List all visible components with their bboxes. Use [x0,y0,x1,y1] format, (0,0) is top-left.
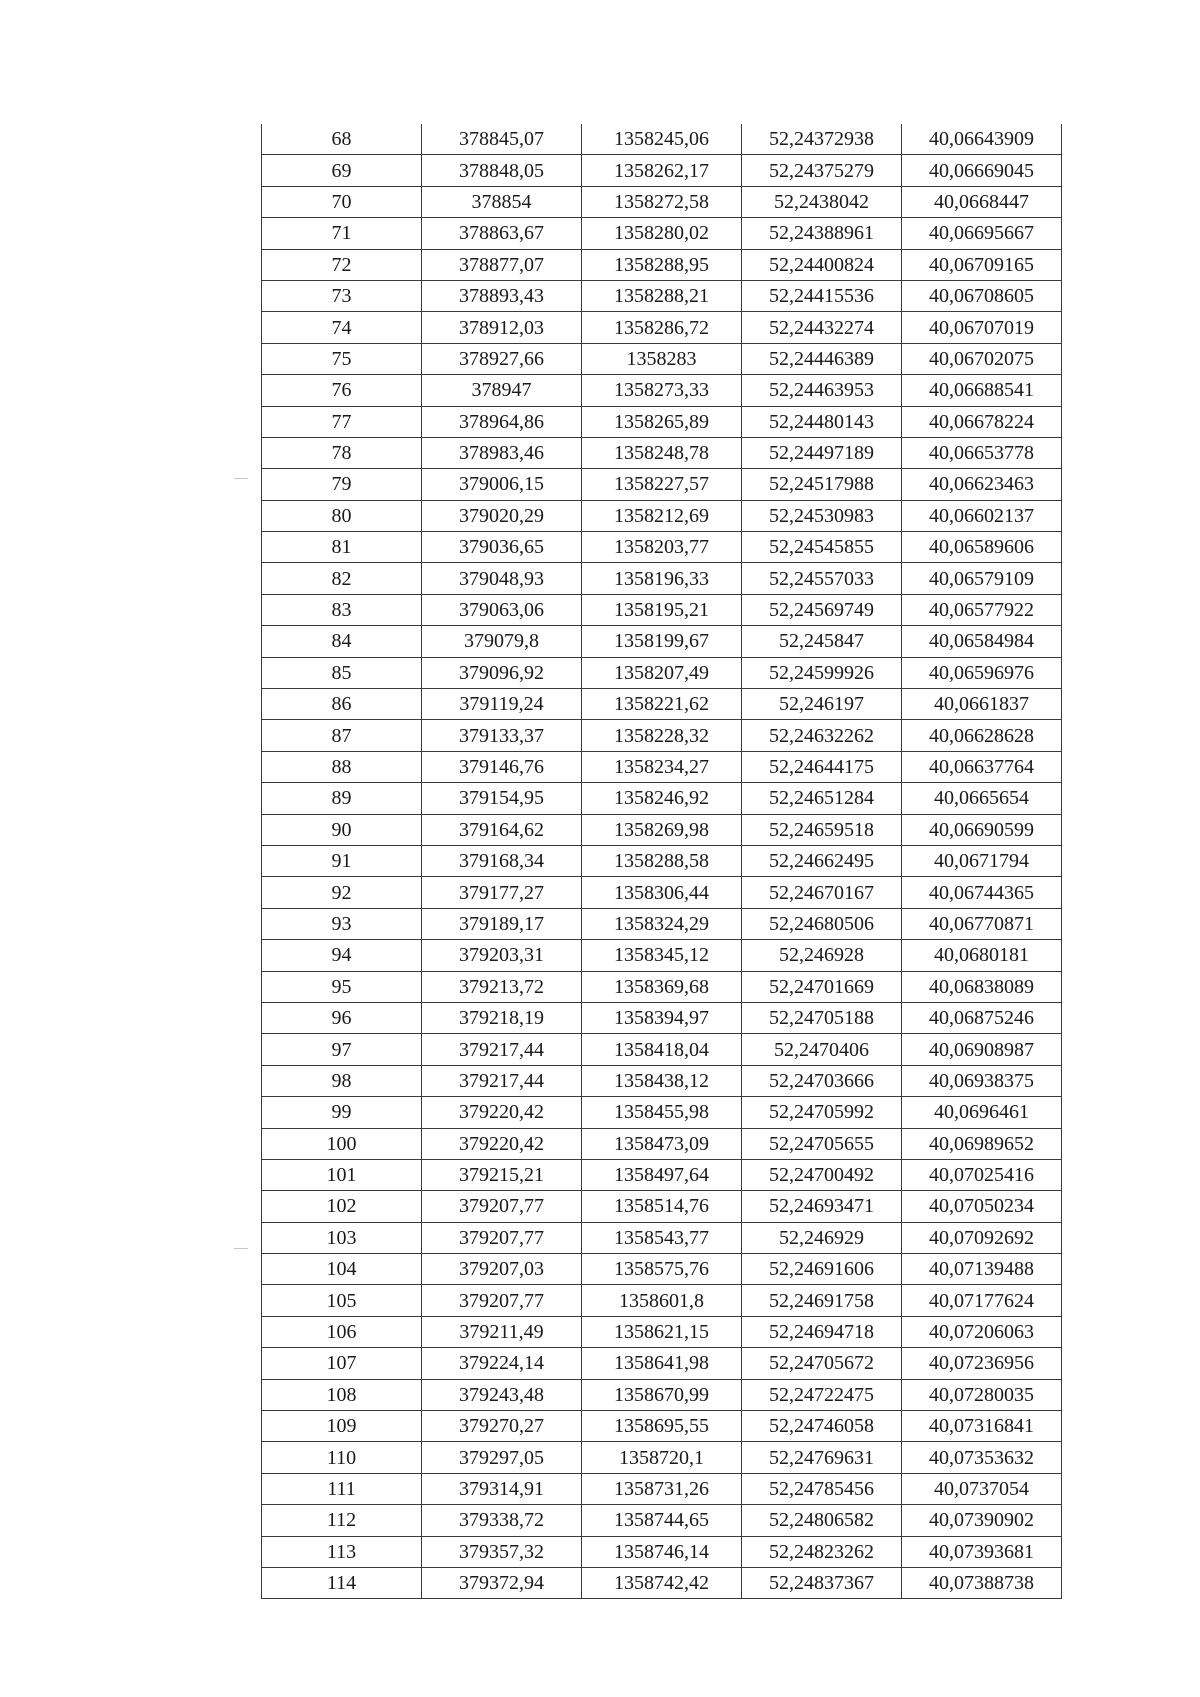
y-coordinate-cell: 1358207,49 [582,657,742,688]
x-coordinate-cell: 379154,95 [422,783,582,814]
point-number-cell: 109 [262,1411,422,1442]
table-row [262,375,1062,406]
point-number-cell: 79 [262,469,422,500]
x-coordinate-cell: 379146,76 [422,751,582,782]
longitude-cell: 40,07393681 [902,1536,1062,1567]
x-coordinate-cell: 379207,77 [422,1222,582,1253]
latitude-cell: 52,24806582 [742,1505,902,1536]
point-number-cell: 74 [262,312,422,343]
table-row [262,845,1062,876]
latitude-cell: 52,24703666 [742,1065,902,1096]
table-row [262,1159,1062,1190]
point-number-cell: 99 [262,1097,422,1128]
longitude-cell: 40,06908987 [902,1034,1062,1065]
y-coordinate-cell: 1358227,57 [582,469,742,500]
longitude-cell: 40,06708605 [902,280,1062,311]
latitude-cell: 52,24823262 [742,1536,902,1567]
point-number-cell: 108 [262,1379,422,1410]
point-number-cell: 103 [262,1222,422,1253]
point-number-cell: 111 [262,1473,422,1504]
latitude-cell: 52,24722475 [742,1379,902,1410]
table-row [262,469,1062,500]
point-number-cell: 104 [262,1254,422,1285]
table-row [262,1473,1062,1504]
x-coordinate-cell: 378964,86 [422,406,582,437]
table-row [262,1316,1062,1347]
latitude-cell: 52,24691758 [742,1285,902,1316]
latitude-cell: 52,24517988 [742,469,902,500]
y-coordinate-cell: 1358288,95 [582,249,742,280]
longitude-cell: 40,06602137 [902,500,1062,531]
latitude-cell: 52,24480143 [742,406,902,437]
table-row [262,1034,1062,1065]
longitude-cell: 40,06838089 [902,971,1062,1002]
scan-artifact-mark [234,1248,248,1249]
table-row [262,500,1062,531]
longitude-cell: 40,06989652 [902,1128,1062,1159]
longitude-cell: 40,07177624 [902,1285,1062,1316]
point-number-cell: 96 [262,1002,422,1033]
longitude-cell: 40,07050234 [902,1191,1062,1222]
x-coordinate-cell: 379203,31 [422,940,582,971]
latitude-cell: 52,24530983 [742,500,902,531]
latitude-cell: 52,24432274 [742,312,902,343]
x-coordinate-cell: 379297,05 [422,1442,582,1473]
longitude-cell: 40,06669045 [902,155,1062,186]
table-row [262,406,1062,437]
x-coordinate-cell: 379020,29 [422,500,582,531]
longitude-cell: 40,07206063 [902,1316,1062,1347]
table-row [262,312,1062,343]
table-row [262,1348,1062,1379]
y-coordinate-cell: 1358720,1 [582,1442,742,1473]
point-number-cell: 106 [262,1316,422,1347]
y-coordinate-cell: 1358262,17 [582,155,742,186]
y-coordinate-cell: 1358670,99 [582,1379,742,1410]
table-row [262,594,1062,625]
table-row [262,689,1062,720]
latitude-cell: 52,24746058 [742,1411,902,1442]
longitude-cell: 40,07280035 [902,1379,1062,1410]
x-coordinate-cell: 379096,92 [422,657,582,688]
y-coordinate-cell: 1358497,64 [582,1159,742,1190]
table-row [262,1411,1062,1442]
x-coordinate-cell: 378947 [422,375,582,406]
y-coordinate-cell: 1358288,21 [582,280,742,311]
x-coordinate-cell: 378863,67 [422,218,582,249]
longitude-cell: 40,07316841 [902,1411,1062,1442]
latitude-cell: 52,24837367 [742,1567,902,1598]
point-number-cell: 98 [262,1065,422,1096]
y-coordinate-cell: 1358221,62 [582,689,742,720]
table-row [262,1065,1062,1096]
latitude-cell: 52,24599926 [742,657,902,688]
x-coordinate-cell: 378912,03 [422,312,582,343]
coordinates-table-body [262,124,1062,1599]
point-number-cell: 105 [262,1285,422,1316]
point-number-cell: 102 [262,1191,422,1222]
table-row [262,1002,1062,1033]
table-row [262,280,1062,311]
table-row [262,814,1062,845]
x-coordinate-cell: 379207,77 [422,1191,582,1222]
longitude-cell: 40,07092692 [902,1222,1062,1253]
longitude-cell: 40,06709165 [902,249,1062,280]
longitude-cell: 40,0668447 [902,186,1062,217]
x-coordinate-cell: 378848,05 [422,155,582,186]
latitude-cell: 52,24557033 [742,563,902,594]
point-number-cell: 86 [262,689,422,720]
y-coordinate-cell: 1358473,09 [582,1128,742,1159]
table-row [262,1505,1062,1536]
x-coordinate-cell: 378927,66 [422,343,582,374]
table-row [262,124,1062,155]
x-coordinate-cell: 378893,43 [422,280,582,311]
point-number-cell: 84 [262,626,422,657]
point-number-cell: 82 [262,563,422,594]
table-row [262,155,1062,186]
latitude-cell: 52,24659518 [742,814,902,845]
longitude-cell: 40,06628628 [902,720,1062,751]
x-coordinate-cell: 379217,44 [422,1065,582,1096]
table-row [262,626,1062,657]
y-coordinate-cell: 1358621,15 [582,1316,742,1347]
latitude-cell: 52,24651284 [742,783,902,814]
longitude-cell: 40,06584984 [902,626,1062,657]
x-coordinate-cell: 378877,07 [422,249,582,280]
table-row [262,218,1062,249]
x-coordinate-cell: 378854 [422,186,582,217]
longitude-cell: 40,0680181 [902,940,1062,971]
point-number-cell: 110 [262,1442,422,1473]
longitude-cell: 40,06678224 [902,406,1062,437]
y-coordinate-cell: 1358543,77 [582,1222,742,1253]
y-coordinate-cell: 1358195,21 [582,594,742,625]
point-number-cell: 70 [262,186,422,217]
x-coordinate-cell: 379207,77 [422,1285,582,1316]
table-row [262,343,1062,374]
latitude-cell: 52,24680506 [742,908,902,939]
x-coordinate-cell: 379213,72 [422,971,582,1002]
table-row [262,437,1062,468]
latitude-cell: 52,24372938 [742,124,902,155]
point-number-cell: 90 [262,814,422,845]
point-number-cell: 73 [262,280,422,311]
table-row [262,940,1062,971]
longitude-cell: 40,0671794 [902,845,1062,876]
latitude-cell: 52,24705992 [742,1097,902,1128]
longitude-cell: 40,06596976 [902,657,1062,688]
latitude-cell: 52,2470406 [742,1034,902,1065]
y-coordinate-cell: 1358228,32 [582,720,742,751]
latitude-cell: 52,24497189 [742,437,902,468]
y-coordinate-cell: 1358288,58 [582,845,742,876]
latitude-cell: 52,24632262 [742,720,902,751]
y-coordinate-cell: 1358742,42 [582,1567,742,1598]
longitude-cell: 40,0665654 [902,783,1062,814]
longitude-cell: 40,06744365 [902,877,1062,908]
y-coordinate-cell: 1358273,33 [582,375,742,406]
table-row [262,908,1062,939]
longitude-cell: 40,0661837 [902,689,1062,720]
longitude-cell: 40,06623463 [902,469,1062,500]
longitude-cell: 40,0737054 [902,1473,1062,1504]
y-coordinate-cell: 1358601,8 [582,1285,742,1316]
point-number-cell: 97 [262,1034,422,1065]
longitude-cell: 40,06702075 [902,343,1062,374]
longitude-cell: 40,06707019 [902,312,1062,343]
latitude-cell: 52,245847 [742,626,902,657]
point-number-cell: 94 [262,940,422,971]
table-row [262,1097,1062,1128]
longitude-cell: 40,06938375 [902,1065,1062,1096]
latitude-cell: 52,24769631 [742,1442,902,1473]
latitude-cell: 52,24705672 [742,1348,902,1379]
x-coordinate-cell: 379006,15 [422,469,582,500]
point-number-cell: 80 [262,500,422,531]
point-number-cell: 113 [262,1536,422,1567]
table-row [262,1254,1062,1285]
y-coordinate-cell: 1358695,55 [582,1411,742,1442]
y-coordinate-cell: 1358196,33 [582,563,742,594]
longitude-cell: 40,06688541 [902,375,1062,406]
x-coordinate-cell: 379207,03 [422,1254,582,1285]
y-coordinate-cell: 1358575,76 [582,1254,742,1285]
x-coordinate-cell: 379314,91 [422,1473,582,1504]
y-coordinate-cell: 1358394,97 [582,1002,742,1033]
longitude-cell: 40,06589606 [902,532,1062,563]
longitude-cell: 40,0696461 [902,1097,1062,1128]
table-row [262,1536,1062,1567]
longitude-cell: 40,06690599 [902,814,1062,845]
scan-artifact-mark [234,478,248,479]
longitude-cell: 40,07236956 [902,1348,1062,1379]
latitude-cell: 52,24569749 [742,594,902,625]
x-coordinate-cell: 378983,46 [422,437,582,468]
x-coordinate-cell: 379177,27 [422,877,582,908]
latitude-cell: 52,246929 [742,1222,902,1253]
x-coordinate-cell: 379164,62 [422,814,582,845]
latitude-cell: 52,24644175 [742,751,902,782]
y-coordinate-cell: 1358269,98 [582,814,742,845]
latitude-cell: 52,246928 [742,940,902,971]
point-number-cell: 72 [262,249,422,280]
x-coordinate-cell: 379218,19 [422,1002,582,1033]
y-coordinate-cell: 1358248,78 [582,437,742,468]
y-coordinate-cell: 1358245,06 [582,124,742,155]
x-coordinate-cell: 379119,24 [422,689,582,720]
x-coordinate-cell: 379036,65 [422,532,582,563]
latitude-cell: 52,24375279 [742,155,902,186]
x-coordinate-cell: 379215,21 [422,1159,582,1190]
table-row [262,1191,1062,1222]
longitude-cell: 40,06875246 [902,1002,1062,1033]
table-row [262,249,1062,280]
point-number-cell: 75 [262,343,422,374]
longitude-cell: 40,06643909 [902,124,1062,155]
table-row [262,971,1062,1002]
longitude-cell: 40,06577922 [902,594,1062,625]
latitude-cell: 52,24415536 [742,280,902,311]
table-row [262,563,1062,594]
table-row [262,751,1062,782]
point-number-cell: 69 [262,155,422,186]
x-coordinate-cell: 379063,06 [422,594,582,625]
y-coordinate-cell: 1358234,27 [582,751,742,782]
point-number-cell: 77 [262,406,422,437]
x-coordinate-cell: 379224,14 [422,1348,582,1379]
table-row [262,1442,1062,1473]
y-coordinate-cell: 1358345,12 [582,940,742,971]
x-coordinate-cell: 379220,42 [422,1097,582,1128]
table-row [262,1567,1062,1598]
y-coordinate-cell: 1358514,76 [582,1191,742,1222]
latitude-cell: 52,24694718 [742,1316,902,1347]
x-coordinate-cell: 379357,32 [422,1536,582,1567]
point-number-cell: 78 [262,437,422,468]
y-coordinate-cell: 1358306,44 [582,877,742,908]
latitude-cell: 52,24662495 [742,845,902,876]
longitude-cell: 40,07025416 [902,1159,1062,1190]
table-row [262,877,1062,908]
y-coordinate-cell: 1358246,92 [582,783,742,814]
y-coordinate-cell: 1358280,02 [582,218,742,249]
latitude-cell: 52,2438042 [742,186,902,217]
latitude-cell: 52,24701669 [742,971,902,1002]
latitude-cell: 52,24693471 [742,1191,902,1222]
y-coordinate-cell: 1358746,14 [582,1536,742,1567]
x-coordinate-cell: 379338,72 [422,1505,582,1536]
point-number-cell: 114 [262,1567,422,1598]
y-coordinate-cell: 1358731,26 [582,1473,742,1504]
point-number-cell: 107 [262,1348,422,1379]
y-coordinate-cell: 1358369,68 [582,971,742,1002]
x-coordinate-cell: 378845,07 [422,124,582,155]
latitude-cell: 52,24388961 [742,218,902,249]
x-coordinate-cell: 379048,93 [422,563,582,594]
latitude-cell: 52,246197 [742,689,902,720]
table-row [262,657,1062,688]
table-row [262,1379,1062,1410]
y-coordinate-cell: 1358324,29 [582,908,742,939]
x-coordinate-cell: 379168,34 [422,845,582,876]
table-row [262,720,1062,751]
point-number-cell: 91 [262,845,422,876]
x-coordinate-cell: 379217,44 [422,1034,582,1065]
point-number-cell: 71 [262,218,422,249]
x-coordinate-cell: 379211,49 [422,1316,582,1347]
x-coordinate-cell: 379133,37 [422,720,582,751]
longitude-cell: 40,06637764 [902,751,1062,782]
point-number-cell: 93 [262,908,422,939]
y-coordinate-cell: 1358438,12 [582,1065,742,1096]
latitude-cell: 52,24705655 [742,1128,902,1159]
point-number-cell: 87 [262,720,422,751]
table-row [262,532,1062,563]
point-number-cell: 95 [262,971,422,1002]
point-number-cell: 100 [262,1128,422,1159]
longitude-cell: 40,07388738 [902,1567,1062,1598]
y-coordinate-cell: 1358286,72 [582,312,742,343]
y-coordinate-cell: 1358641,98 [582,1348,742,1379]
point-number-cell: 76 [262,375,422,406]
table-row [262,1222,1062,1253]
point-number-cell: 81 [262,532,422,563]
point-number-cell: 101 [262,1159,422,1190]
latitude-cell: 52,24670167 [742,877,902,908]
point-number-cell: 92 [262,877,422,908]
longitude-cell: 40,07139488 [902,1254,1062,1285]
latitude-cell: 52,24463953 [742,375,902,406]
y-coordinate-cell: 1358283 [582,343,742,374]
y-coordinate-cell: 1358744,65 [582,1505,742,1536]
longitude-cell: 40,06653778 [902,437,1062,468]
longitude-cell: 40,07390902 [902,1505,1062,1536]
y-coordinate-cell: 1358455,98 [582,1097,742,1128]
longitude-cell: 40,06695667 [902,218,1062,249]
latitude-cell: 52,24400824 [742,249,902,280]
x-coordinate-cell: 379079,8 [422,626,582,657]
longitude-cell: 40,06770871 [902,908,1062,939]
y-coordinate-cell: 1358199,67 [582,626,742,657]
y-coordinate-cell: 1358265,89 [582,406,742,437]
latitude-cell: 52,24446389 [742,343,902,374]
table-row [262,1285,1062,1316]
x-coordinate-cell: 379189,17 [422,908,582,939]
latitude-cell: 52,24545855 [742,532,902,563]
latitude-cell: 52,24691606 [742,1254,902,1285]
y-coordinate-cell: 1358272,58 [582,186,742,217]
latitude-cell: 52,24700492 [742,1159,902,1190]
point-number-cell: 83 [262,594,422,625]
y-coordinate-cell: 1358212,69 [582,500,742,531]
point-number-cell: 68 [262,124,422,155]
x-coordinate-cell: 379372,94 [422,1567,582,1598]
table-row [262,186,1062,217]
latitude-cell: 52,24785456 [742,1473,902,1504]
point-number-cell: 112 [262,1505,422,1536]
latitude-cell: 52,24705188 [742,1002,902,1033]
y-coordinate-cell: 1358418,04 [582,1034,742,1065]
coordinates-table [261,124,1062,1599]
x-coordinate-cell: 379220,42 [422,1128,582,1159]
x-coordinate-cell: 379243,48 [422,1379,582,1410]
y-coordinate-cell: 1358203,77 [582,532,742,563]
point-number-cell: 89 [262,783,422,814]
point-number-cell: 88 [262,751,422,782]
table-row [262,783,1062,814]
table-row [262,1128,1062,1159]
point-number-cell: 85 [262,657,422,688]
x-coordinate-cell: 379270,27 [422,1411,582,1442]
longitude-cell: 40,06579109 [902,563,1062,594]
longitude-cell: 40,07353632 [902,1442,1062,1473]
